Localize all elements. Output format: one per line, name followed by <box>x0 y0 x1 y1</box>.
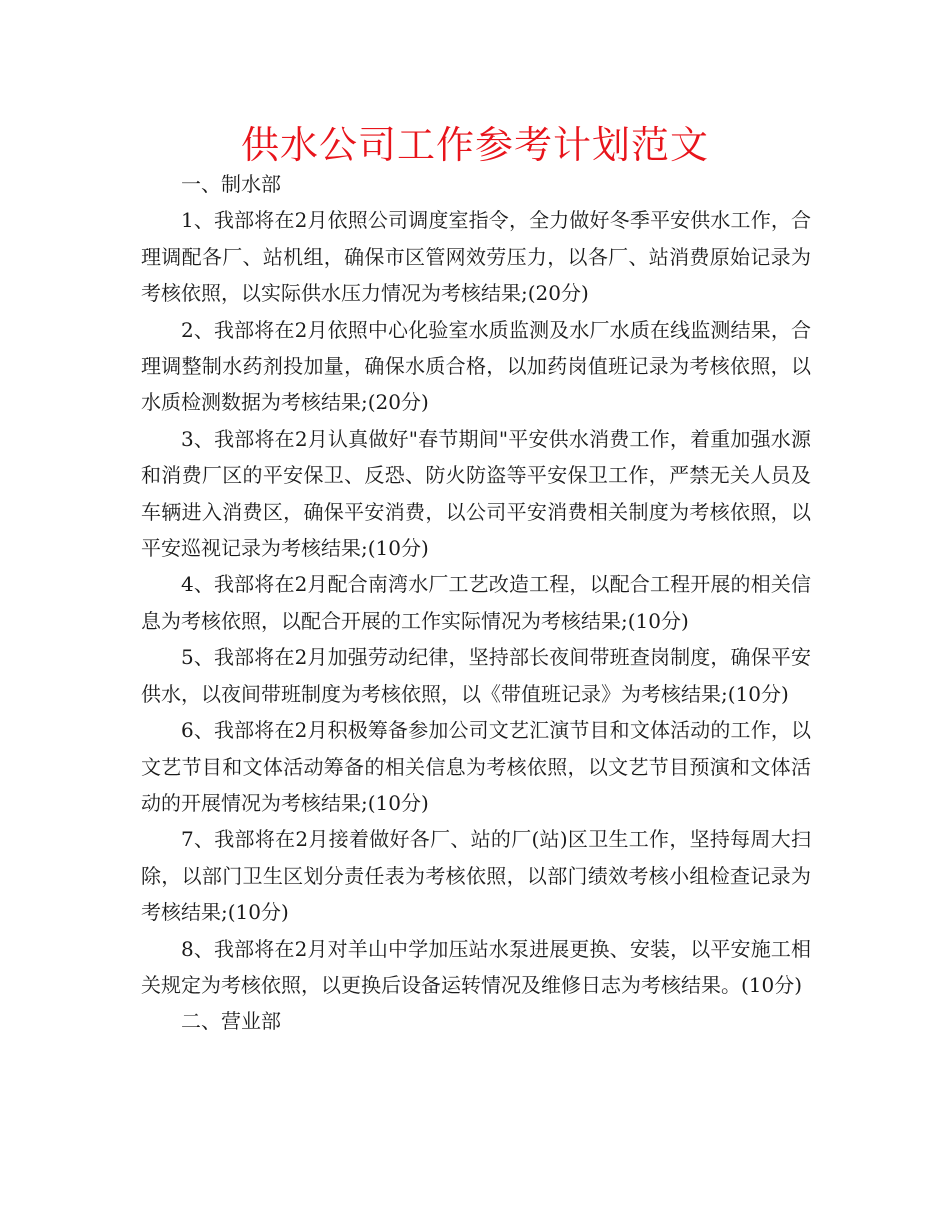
paragraph-item-2: 2、我部将在2月依照中心化验室水质监测及水厂水质在线监测结果，合理调整制水药剂投加量，确保水质合格，以加药岗值班记录为考核依照，以水质检测数据为考核结果;(20分) <box>141 317 811 415</box>
document-title: 供水公司工作参考计划范文 <box>240 123 709 167</box>
paragraph-item-6: 6、我部将在2月积极筹备参加公司文艺汇演节目和文体活动的工作，以文艺节目和文体活动筹备的相关信息为考核依照，以文艺节目预演和文体活动的开展情况为考核结果;(10分) <box>141 718 811 815</box>
section-heading-business: 二、营业部 <box>181 1009 281 1034</box>
paragraph-item-4: 4、我部将在2月配合南湾水厂工艺改造工程，以配合工程开展的相关信息为考核依照，以配合开展的工作实际情况为考核结果;(10分) <box>141 572 811 633</box>
section-heading-water-production: 一、制水部 <box>181 172 281 196</box>
paragraph-item-1: 1、我部将在2月依照公司调度室指令，全力做好冬季平安供水工作，合理调配各厂、站机组，确保市区管网效劳压力，以各厂、站消费原始记录为考核依照，以实际供水压力情况为考核结果;(20分) <box>141 208 811 306</box>
paragraph-item-8: 8、我部将在2月对羊山中学加压站水泵进展更换、安装，以平安施工相关规定为考核依照，以更换后设备运转情况及维修日志为考核结果。(10分) <box>141 936 811 997</box>
paragraph-item-5: 5、我部将在2月加强劳动纪律，坚持部长夜间带班查岗制度，确保平安供水，以夜间带班制度为考核依照，以《带值班记录》为考核结果;(10分) <box>141 645 811 706</box>
document-body <box>141 166 811 1040</box>
paragraph-item-7: 7、我部将在2月接着做好各厂、站的厂(站)区卫生工作，坚持每周大扫除，以部门卫生区划分责任表为考核依照，以部门绩效考核小组检查记录为考核结果;(10分) <box>141 827 811 925</box>
paragraph-item-3: 3、我部将在2月认真做好"春节期间"平安供水消费工作，着重加强水源和消费厂区的平安保卫、反恐、防火防盗等平安保卫工作，严禁无关人员及车辆进入消费区，确保平安消费，以公司平安消费相关制度为考核依照，以平安巡视记录为考核结果;(10分) <box>141 426 811 561</box>
